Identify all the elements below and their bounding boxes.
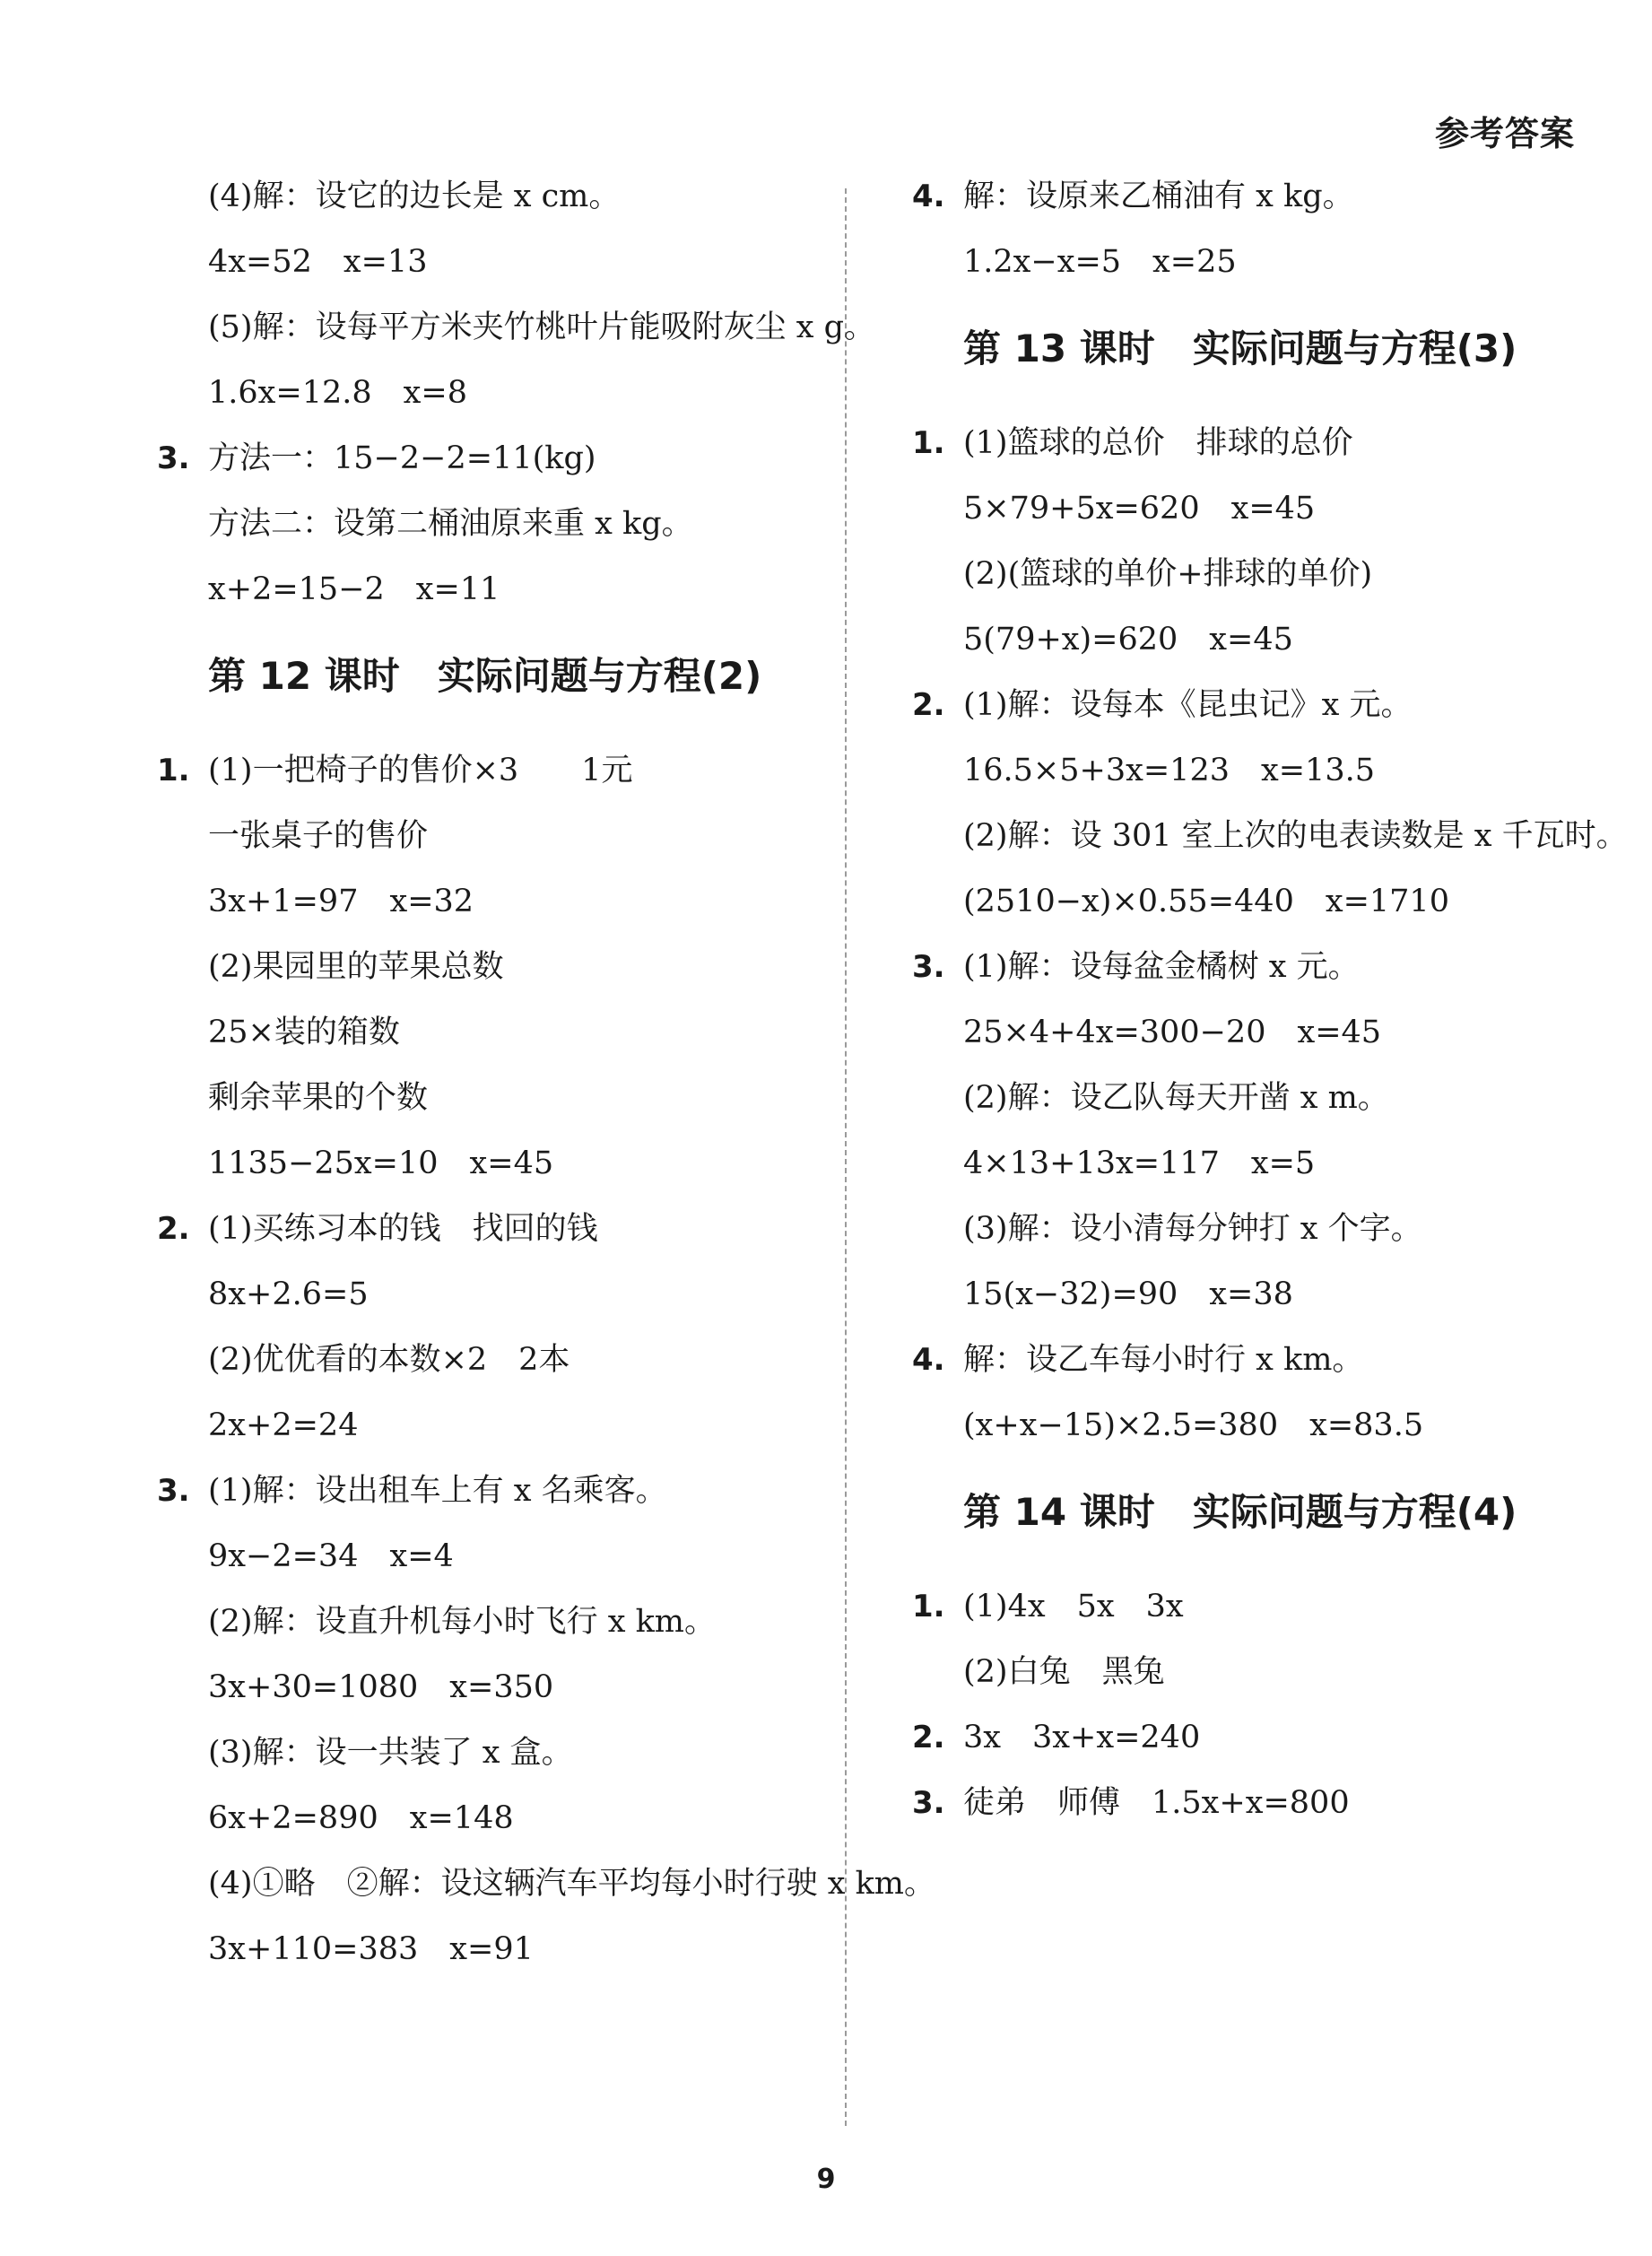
answer-text: (x+x−15)×2.5=380 x=83.5 — [963, 1407, 1424, 1443]
answer-line — [157, 1929, 821, 1970]
answer-line — [157, 438, 821, 479]
answer-line — [912, 241, 1558, 283]
answer-line — [157, 1798, 821, 1839]
question-number: 3. — [157, 440, 190, 476]
answer-text: (1)解：设每本《昆虫记》x 元。 — [963, 687, 1413, 723]
answer-text: 一张桌子的售价 — [208, 818, 429, 854]
question-number: 3. — [157, 1473, 190, 1509]
answer-line — [912, 1782, 1558, 1824]
answer-line — [912, 488, 1558, 529]
answer-text: (2)解：设直升机每小时飞行 x km。 — [208, 1604, 716, 1640]
answer-line — [157, 1536, 821, 1577]
answer-text: 25×装的箱数 — [208, 1015, 400, 1050]
answer-text: (2510−x)×0.55=440 x=1710 — [963, 884, 1449, 919]
answer-text: (3)解：设一共装了 x 盒。 — [208, 1735, 573, 1771]
answer-text: 1.6x=12.8 x=8 — [208, 375, 467, 411]
answer-line — [157, 1863, 935, 1904]
answer-text: 方法二：设第二桶油原来重 x kg。 — [208, 506, 693, 542]
question-number: 2. — [157, 1211, 190, 1247]
answer-line — [157, 881, 821, 922]
answer-line — [912, 1405, 1558, 1446]
column-divider — [845, 188, 847, 2126]
answer-text: 4×13+13x=117 x=5 — [963, 1145, 1316, 1181]
question-number: 4. — [912, 179, 945, 214]
answer-line — [157, 1667, 821, 1708]
answer-line — [157, 1077, 821, 1119]
answer-text: 9x−2=34 x=4 — [208, 1538, 454, 1574]
answer-text: (5)解：设每平方米夹竹桃叶片能吸附灰尘 x g。 — [208, 309, 875, 345]
answer-text: (1)4x 5x 3x — [963, 1589, 1184, 1624]
left-column — [157, 176, 935, 1994]
answer-text: 15(x−32)=90 x=38 — [963, 1276, 1293, 1312]
answer-text: (4)解：设它的边长是 x cm。 — [208, 179, 621, 214]
answer-text: (1)买练习本的钱 找回的钱 — [208, 1211, 598, 1247]
answer-text: 4x=52 x=13 — [208, 244, 428, 280]
answer-line — [912, 1012, 1558, 1053]
answer-line — [157, 569, 821, 610]
answer-text: x+2=15−2 x=11 — [208, 571, 500, 607]
answer-text: (2)(篮球的单价+排球的单价) — [963, 556, 1373, 592]
answer-line — [912, 553, 1558, 595]
answer-line — [912, 1339, 1558, 1381]
answer-text: 1.2x−x=5 x=25 — [963, 244, 1237, 280]
answer-line — [912, 619, 1558, 660]
page-header: 参考答案 — [1434, 113, 1575, 153]
question-number: 1. — [157, 753, 190, 788]
answer-text: (1)解：设出租车上有 x 名乘客。 — [208, 1473, 667, 1509]
question-number: 1. — [912, 425, 945, 461]
answer-line — [157, 1601, 821, 1642]
answer-text: (2)白兔 黑兔 — [963, 1654, 1165, 1690]
answer-line — [912, 1651, 1558, 1693]
question-number: 1. — [912, 1589, 945, 1624]
answer-text: 8x+2.6=5 — [208, 1276, 369, 1312]
answer-line — [912, 1077, 1558, 1119]
page-number: 9 — [816, 2164, 836, 2195]
answer-text: 3x+110=383 x=91 — [208, 1931, 534, 1967]
answer-text: (2)优优看的本数×2 2本 — [208, 1342, 570, 1378]
answer-line — [157, 750, 821, 791]
answer-line — [157, 1405, 821, 1446]
answer-line — [157, 1339, 821, 1381]
answer-text: (4)①略 ②解：设这辆汽车平均每小时行驶 x km。 — [208, 1866, 935, 1902]
answer-line — [912, 1586, 1558, 1627]
answer-line — [912, 1717, 1558, 1758]
answer-text: 2x+2=24 — [208, 1407, 359, 1443]
answer-line — [157, 1274, 821, 1315]
answer-text: 5×79+5x=620 x=45 — [963, 491, 1316, 527]
question-number: 3. — [912, 1785, 945, 1821]
question-number: 2. — [912, 687, 945, 723]
section-heading: 第 13 课时 实际问题与方程(3) — [963, 327, 1517, 370]
section-heading: 第 14 课时 实际问题与方程(4) — [963, 1490, 1517, 1534]
answer-text: (2)果园里的苹果总数 — [208, 949, 504, 985]
answer-line — [157, 1208, 821, 1250]
answer-text: (1)篮球的总价 排球的总价 — [963, 425, 1353, 461]
answer-text: (3)解：设小清每分钟打 x 个字。 — [963, 1211, 1422, 1247]
answer-text: 解：设乙车每小时行 x km。 — [963, 1342, 1364, 1378]
answer-line — [912, 1274, 1558, 1315]
answer-line — [912, 750, 1558, 791]
answer-text: 剩余苹果的个数 — [208, 1080, 429, 1116]
question-number: 4. — [912, 1342, 945, 1378]
question-number: 2. — [912, 1720, 945, 1755]
answer-text: (1)一把椅子的售价×3 1元 — [208, 753, 633, 788]
answer-text: 3x+1=97 x=32 — [208, 884, 474, 919]
answer-line — [157, 241, 821, 283]
answer-line — [157, 1732, 821, 1773]
answer-text: 16.5×5+3x=123 x=13.5 — [963, 753, 1375, 788]
answer-line — [912, 1208, 1558, 1250]
answer-text: 3x+30=1080 x=350 — [208, 1669, 554, 1705]
question-number: 3. — [912, 949, 945, 985]
right-column — [912, 176, 1628, 1848]
answer-line — [912, 176, 1558, 217]
answer-text: 3x 3x+x=240 — [963, 1720, 1201, 1755]
answer-line — [912, 1143, 1558, 1184]
answer-line — [157, 1470, 821, 1511]
answer-line — [157, 946, 821, 988]
answer-line — [157, 307, 875, 348]
answer-line — [912, 946, 1558, 988]
section-heading: 第 12 课时 实际问题与方程(2) — [208, 654, 762, 698]
answer-text: 5(79+x)=620 x=45 — [963, 622, 1293, 658]
answer-line — [157, 176, 821, 217]
answer-line — [912, 881, 1558, 922]
answer-text: 徒弟 师傅 1.5x+x=800 — [963, 1785, 1350, 1821]
answer-line — [157, 1143, 821, 1184]
answer-line — [157, 1012, 821, 1053]
answer-line — [157, 815, 821, 857]
answer-text: (1)解：设每盆金橘树 x 元。 — [963, 949, 1360, 985]
answer-text: 解：设原来乙桶油有 x kg。 — [963, 179, 1354, 214]
answer-text: (2)解：设乙队每天开凿 x m。 — [963, 1080, 1389, 1116]
answer-line — [912, 815, 1628, 857]
answer-text: 6x+2=890 x=148 — [208, 1800, 514, 1836]
answer-text: (2)解：设 301 室上次的电表读数是 x 千瓦时。 — [963, 818, 1628, 854]
answer-text: 25×4+4x=300−20 x=45 — [963, 1015, 1382, 1050]
answer-line — [912, 684, 1558, 726]
answer-text: 方法一：15−2−2=11(kg) — [208, 440, 596, 476]
answer-line — [157, 372, 821, 414]
answer-line — [912, 422, 1558, 464]
answer-text: 1135−25x=10 x=45 — [208, 1145, 554, 1181]
answer-line — [157, 503, 821, 544]
